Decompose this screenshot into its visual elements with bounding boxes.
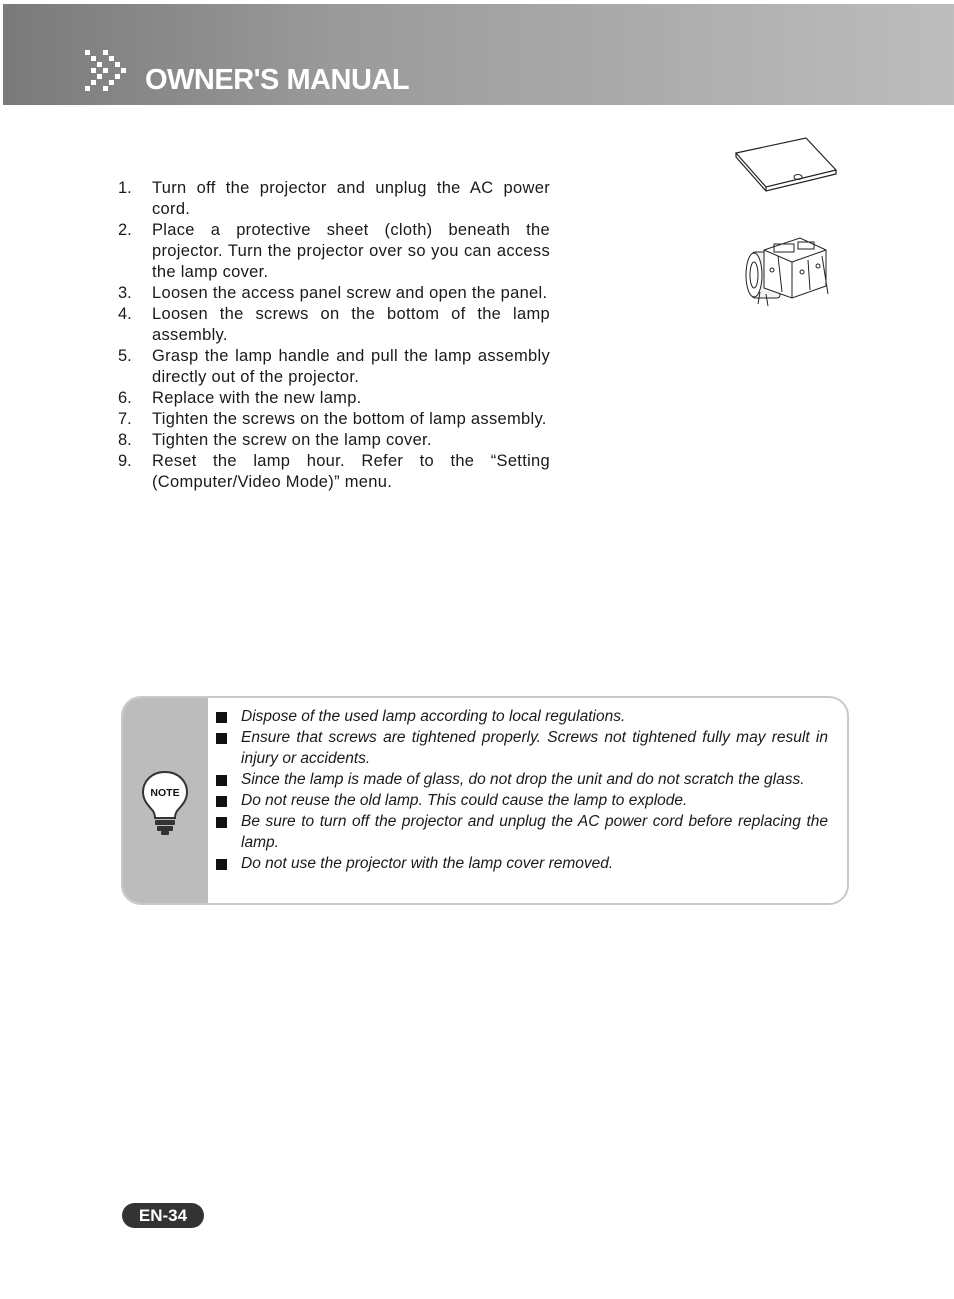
step-text: Loosen the screws on the bottom of the lamp assembly. — [152, 305, 550, 344]
note-text: Ensure that screws are tightened properly. Screws not tightened fully may result in injury or accidents. — [241, 729, 828, 767]
step-text: Replace with the new lamp. — [152, 389, 362, 407]
step-item — [118, 430, 550, 451]
note-text: Do not use the projector with the lamp cover removed. — [241, 855, 614, 872]
step-text: Grasp the lamp handle and pull the lamp assembly directly out of the projector. — [152, 347, 550, 386]
step-item — [118, 346, 550, 388]
step-item — [118, 178, 550, 220]
double-chevron-icon — [85, 48, 131, 96]
step-text: Tighten the screws on the bottom of lamp assembly. — [152, 410, 547, 428]
note-item — [216, 706, 828, 727]
step-number: 8. — [118, 431, 132, 449]
step-item — [118, 283, 550, 304]
note-item — [216, 790, 828, 811]
bullet-icon — [216, 733, 227, 744]
step-text: Loosen the access panel screw and open the panel. — [152, 284, 548, 302]
note-text: Dispose of the used lamp according to local regulations. — [241, 708, 626, 725]
note-text: Be sure to turn off the projector and unplug the AC power cord before replacing the lamp. — [241, 813, 828, 851]
note-item — [216, 769, 828, 790]
header-title: OWNER'S MANUAL — [145, 64, 410, 96]
note-item — [216, 811, 828, 853]
bullet-icon — [216, 712, 227, 723]
step-text: Turn off the projector and unplug the AC power cord. — [152, 179, 550, 218]
note-box — [121, 696, 849, 905]
lamp-cover-illustration — [730, 136, 842, 194]
bullet-icon — [216, 796, 227, 807]
step-number: 5. — [118, 347, 132, 365]
lamp-assembly-illustration — [738, 230, 834, 310]
step-text: Tighten the screw on the lamp cover. — [152, 431, 432, 449]
page-number-badge: EN-34 — [122, 1203, 204, 1228]
bullet-icon — [216, 817, 227, 828]
step-number: 4. — [118, 305, 132, 323]
step-item — [118, 409, 550, 430]
bullet-icon — [216, 859, 227, 870]
step-item — [118, 304, 550, 346]
step-number: 3. — [118, 284, 132, 302]
note-list — [216, 706, 828, 874]
note-item — [216, 727, 828, 769]
note-icon-label: NOTE — [150, 787, 180, 799]
bullet-icon — [216, 775, 227, 786]
lightbulb-note-icon — [141, 770, 189, 836]
page-header — [3, 4, 954, 105]
note-sidebar — [123, 698, 208, 903]
step-item — [118, 220, 550, 283]
step-number: 9. — [118, 452, 132, 470]
note-text: Do not reuse the old lamp. This could cause the lamp to explode. — [241, 792, 688, 809]
step-number: 7. — [118, 410, 132, 428]
step-number: 6. — [118, 389, 132, 407]
note-text: Since the lamp is made of glass, do not drop the unit and do not scratch the glass. — [241, 771, 805, 788]
step-text: Place a protective sheet (cloth) beneath the projector. Turn the projector over so you can access the lamp cover. — [152, 221, 550, 281]
step-number: 2. — [118, 221, 132, 239]
step-item — [118, 451, 550, 493]
note-item — [216, 853, 828, 874]
step-text: Reset the lamp hour. Refer to the “Setting (Computer/Video Mode)” menu. — [152, 452, 550, 491]
steps-list — [118, 178, 550, 493]
step-number: 1. — [118, 179, 132, 197]
step-item — [118, 388, 550, 409]
